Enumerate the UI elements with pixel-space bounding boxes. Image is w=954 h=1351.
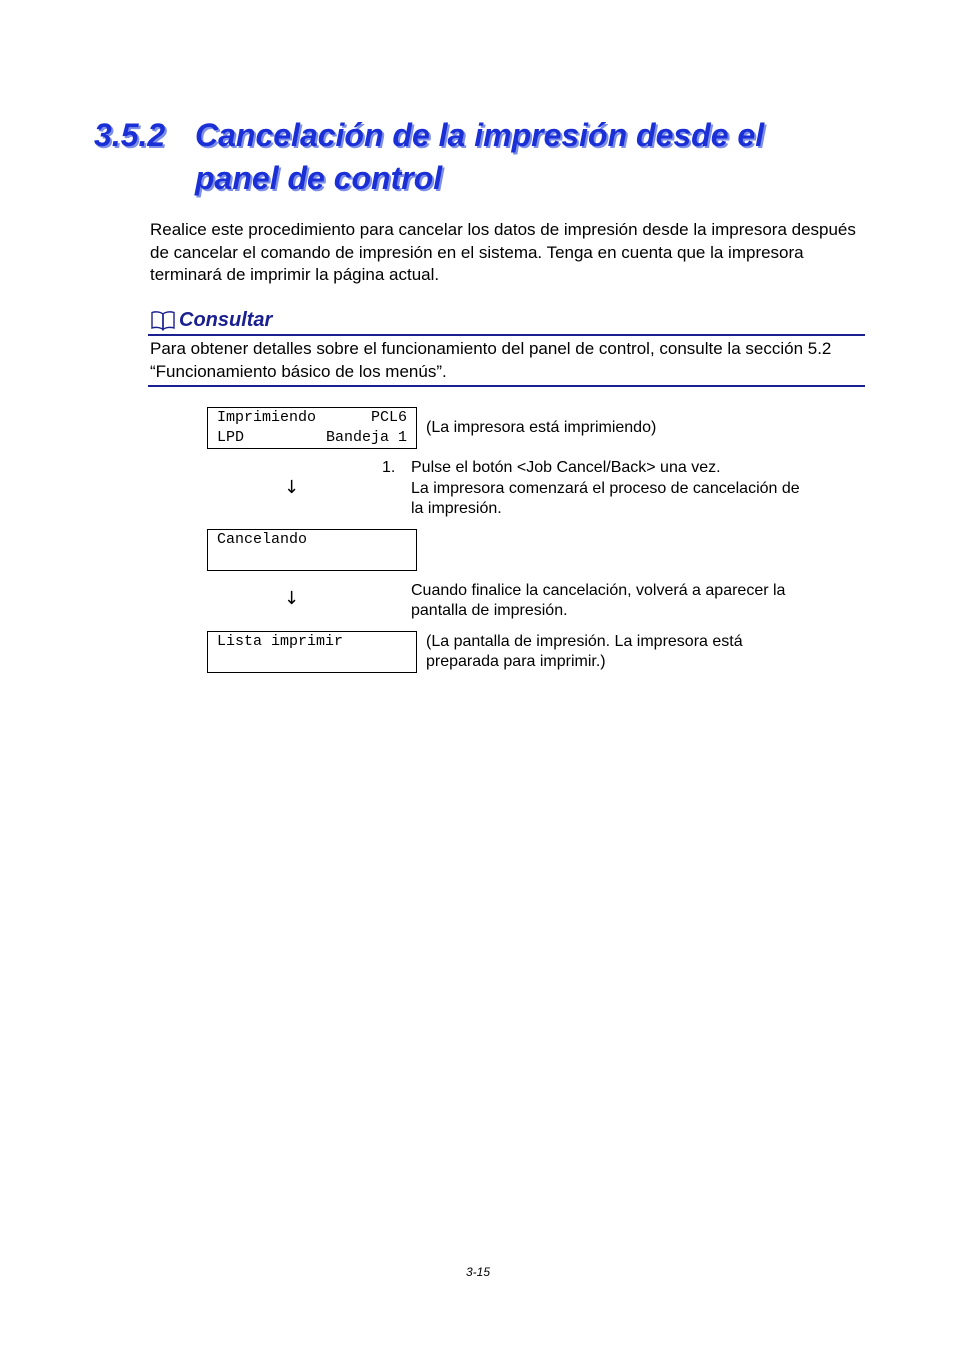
lcd-line2-right: Bandeja 1 <box>325 429 407 446</box>
reference-rule-top <box>148 334 865 336</box>
display1-note: (La impresora está imprimiendo) <box>426 419 657 436</box>
lcd-line1-right: PCL6 <box>370 409 407 426</box>
step-number: 1. <box>382 459 396 476</box>
lcd-line1: Cancelando <box>217 531 308 548</box>
lcd-display-cancelling <box>207 529 417 571</box>
intro-paragraph: Realice este procedimiento para cancelar los datos de impresión desde la impresora después de cancelar el comando de impresión en el sistema. Tenga en cuenta que la impresora terminará de imprimir la página actual. <box>150 220 856 284</box>
step1-line1: Pulse el botón <Job Cancel/Back> una vez. <box>411 459 721 476</box>
reference-heading <box>150 307 272 333</box>
after-cancel-line2: pantalla de impresión. <box>411 602 568 619</box>
lcd-display-ready <box>207 631 417 673</box>
down-arrow-icon: ↓ <box>284 477 300 498</box>
lcd-display-printing <box>207 407 417 449</box>
lcd-line2-left: LPD <box>217 429 245 446</box>
reference-rule-bottom <box>148 385 865 387</box>
reference-text: Para obtener detalles sobre el funcionamiento del panel de control, consulte la sección 5.2 “Funcionamiento básico de los menús”. <box>150 339 832 381</box>
section-title-line1: Cancelación de la impresión desde el <box>195 117 765 153</box>
reference-label: Consultar <box>179 308 273 331</box>
step1-line3: la impresión. <box>411 500 502 517</box>
page-number: 3-15 <box>466 1265 491 1279</box>
step1-line2: La impresora comenzará el proceso de cancelación de <box>411 480 800 497</box>
lcd-line1: Lista imprimir <box>217 633 344 650</box>
display3-note-line2: preparada para imprimir.) <box>426 653 606 670</box>
after-cancel-line1: Cuando finalice la cancelación, volverá a aparecer la <box>411 582 786 599</box>
display3-note-line1: (La pantalla de impresión. La impresora está <box>426 633 743 650</box>
section-title-line2: panel de control <box>195 160 443 196</box>
section-number: 3.5.2 <box>94 117 166 153</box>
down-arrow-icon: ↓ <box>284 588 300 609</box>
lcd-line1-left: Imprimiendo <box>217 409 317 426</box>
book-icon <box>150 309 176 331</box>
